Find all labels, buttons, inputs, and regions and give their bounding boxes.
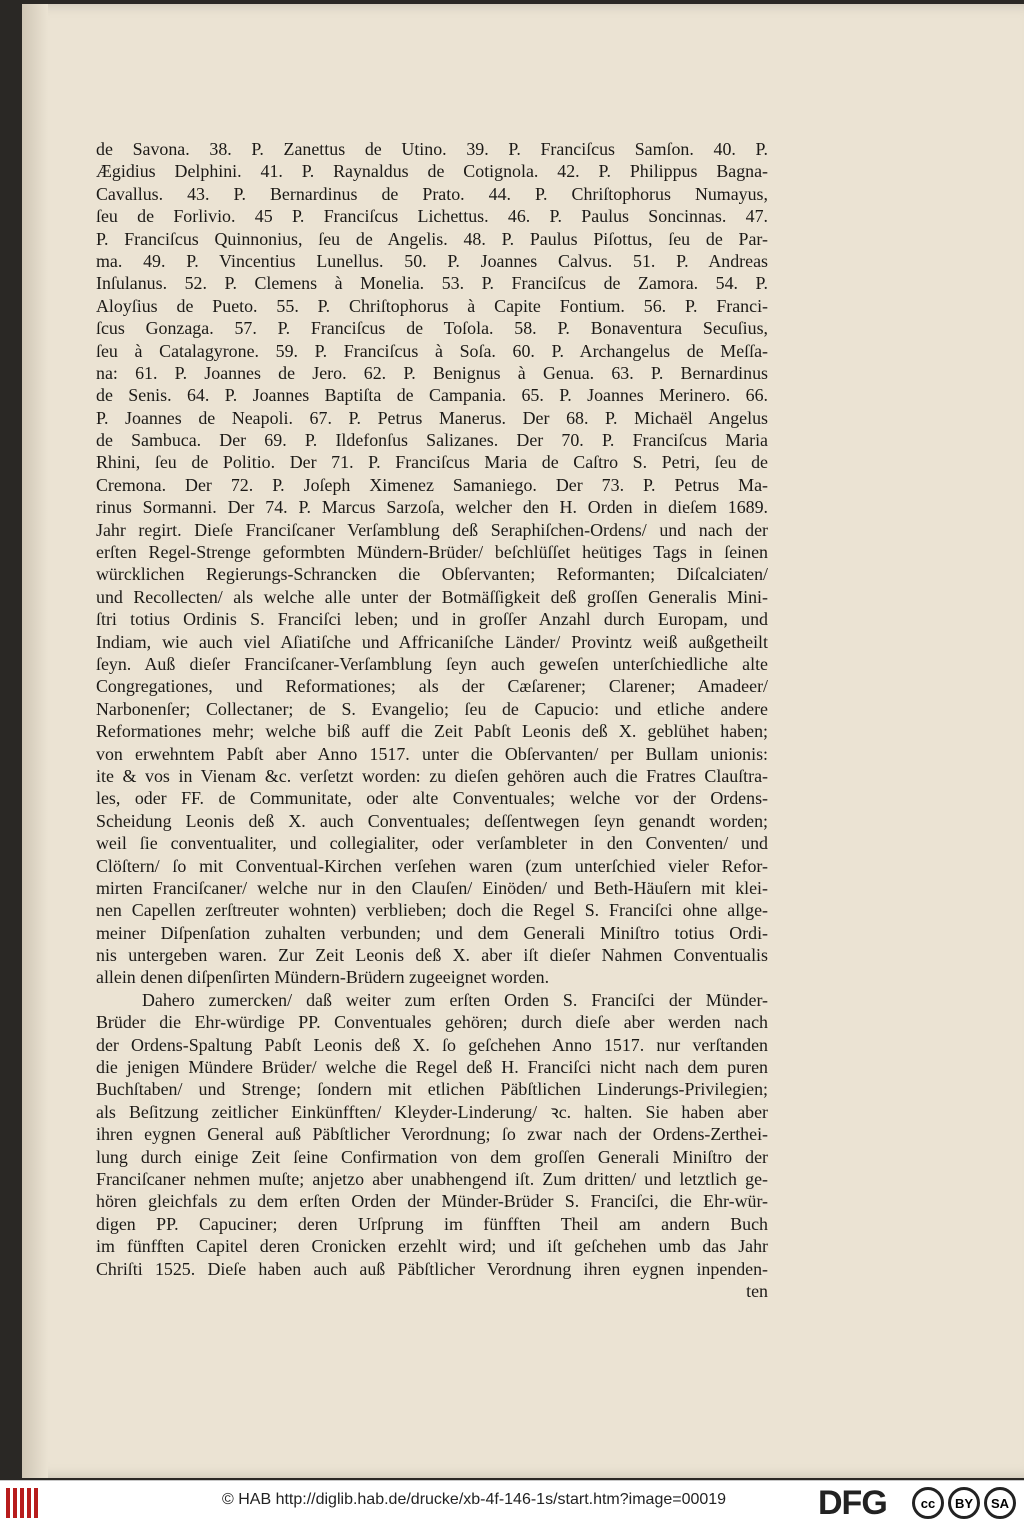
- text-line: nen Capellen zerſtreuter wohnten) verblieben; doch die Regel S. Franciſci ohne allge-: [96, 900, 768, 921]
- text-line: ſtri totius Ordinis S. Franciſci leben; und in groſſer Anzahl durch Europam, und: [96, 609, 768, 630]
- text-line: ſcus Gonzaga. 57. P. Franciſcus de Toſola. 58. P. Bonaventura Secuſius,: [96, 318, 768, 339]
- text-line: Brüder die Ehr-würdige PP. Conventuales gehören; durch dieſe aber werden nach: [96, 1012, 768, 1033]
- text-line: Scheidung Leonis deß X. auch Conventuales; deſſentwegen ſeyn genandt worden;: [96, 810, 768, 831]
- text-line: Dahero zumercken/ daß weiter zum erſten Orden S. Franciſci der Münder-: [142, 989, 768, 1010]
- text-line: Rhini, ſeu de Politio. Der 71. P. Franciſcus Maria de Caſtro S. Petri, ſeu de: [96, 452, 768, 473]
- cc-license-icon[interactable]: [912, 1485, 1020, 1521]
- text-line: von erwehntem Pabſt aber Anno 1517. unter die Obſervanten/ per Bullam unionis:: [96, 743, 768, 764]
- text-line: digen PP. Capuciner; deren Urſprung im fünfften Theil am andern Buch: [96, 1213, 768, 1234]
- viewer-footer: [0, 1480, 1024, 1524]
- copyright-url[interactable]: © HAB http://diglib.hab.de/drucke/xb-4f-146-1s/start.htm?image=00019: [222, 1491, 727, 1508]
- text-line: Franciſcaner nehmen muſte; anjetzo aber unabhengend iſt. Zum dritten/ und letztlich ge-: [96, 1168, 768, 1189]
- text-line: ſeu à Catalagyrone. 59. P. Franciſcus à Soſa. 60. P. Archangelus de Meſſa-: [96, 340, 768, 361]
- text-line: lung durch einige Zeit ſeine Confirmation von dem groſſen Generali Miniſtro der: [96, 1146, 768, 1167]
- text-line: Indiam, wie auch viel Aſiatiſche und Affricaniſche Länder/ Provintz weiß außgetheilt: [96, 631, 768, 652]
- text-line: hören gleichfals zu dem erſten Orden der Münder-Brüder S. Franciſci, die Ehr-wür-: [96, 1191, 768, 1212]
- text-line: und Recollecten/ als welche alle unter der Botmäſſigkeit deß groſſen Generalis Mini-: [96, 586, 768, 607]
- text-line: nis untergeben waren. Zur Zeit Leonis deß X. aber iſt dieſer Nahmen Conventualis: [96, 945, 768, 966]
- text-line: Cremona. Der 72. P. Joſeph Ximenez Samaniego. Der 73. P. Petrus Ma-: [96, 474, 768, 495]
- dfg-logo: DFG: [818, 1484, 887, 1522]
- hab-logo-icon: [6, 1488, 40, 1518]
- text-line: Narbonenſer; Collectaner; de S. Evangelio; ſeu de Capucio: und etliche andere: [96, 698, 768, 719]
- text-line: meiner Diſpenſation zuhalten verbunden; und dem Generali Miniſtro totius Ordi-: [96, 922, 768, 943]
- text-line: Jahr regirt. Dieſe Franciſcaner Verſamblung deß Seraphiſchen-Ordens/ und nach der: [96, 519, 768, 540]
- text-line: P. Joannes de Neapoli. 67. P. Petrus Manerus. Der 68. P. Michaël Angelus: [96, 407, 768, 428]
- text-line: na: 61. P. Joannes de Jero. 62. P. Benignus à Genua. 63. P. Bernardinus: [96, 362, 768, 383]
- text-line: de Sambuca. Der 69. P. Ildefonſus Salizanes. Der 70. P. Franciſcus Maria: [96, 430, 768, 451]
- text-line: ſeyn. Auß dieſer Franciſcaner-Verſamblung ſeyn auch geweſen unterſchiedliche alte: [96, 653, 768, 674]
- text-line: les, oder FF. de Communitate, oder alte Conventuales; welche vor der Ordens-: [96, 788, 768, 809]
- text-line: mirten Franciſcaner/ welche nur in den Clauſen/ Einöden/ und Beth-Häuſern mit klei-: [96, 877, 768, 898]
- text-line: Ægidius Delphini. 41. P. Raynaldus de Cotignola. 42. P. Philippus Bagna-: [96, 161, 768, 182]
- text-line: erſten Regel-Strenge geformbten Mündern-Brüder/ beſchlüſſet heütiges Tags in ſeinen: [96, 542, 768, 563]
- text-line: rinus Sormanni. Der 74. P. Marcus Sarzoſa, welcher den H. Orden in dieſem 1689.: [96, 497, 768, 518]
- text-line: ſeu de Forlivio. 45 P. Franciſcus Lichettus. 46. P. Paulus Soncinnas. 47.: [96, 206, 768, 227]
- text-line: Reformationes mehr; welche biß auff die Zeit Pabſt Leonis deß X. geblühet haben;: [96, 721, 768, 742]
- page-gutter-shadow: [22, 4, 48, 1478]
- text-line: de Savona. 38. P. Zanettus de Utino. 39. P. Franciſcus Samſon. 40. P.: [96, 139, 768, 159]
- text-line: ten: [746, 1280, 768, 1301]
- text-line: Chriſti 1525. Dieſe haben auch auß Päbſtlicher Verordnung ihren eygnen inpenden-: [96, 1258, 768, 1279]
- text-line: Cavallus. 43. P. Bernardinus de Prato. 44. P. Chriſtophorus Numayus,: [96, 183, 768, 204]
- page-text-block: [96, 138, 768, 1302]
- text-line: ihren eygnen General auß Päbſtlicher Verordnung; ſo zwar nach der Ordens-Zerthei-: [96, 1124, 768, 1145]
- cc-circle-icon: cc: [912, 1487, 944, 1519]
- text-line: als Beſitzung zeitlicher Einkünfften/ Kleyder-Linderung/ ꝛc. halten. Sie haben aber: [96, 1101, 768, 1122]
- cc-sa-icon: SA: [984, 1487, 1016, 1519]
- text-line: de Senis. 64. P. Joannes Baptiſta de Campania. 65. P. Joannes Merinero. 66.: [96, 385, 768, 406]
- text-line: Inſulanus. 52. P. Clemens à Monelia. 53. P. Franciſcus de Zamora. 54. P.: [96, 273, 768, 294]
- text-line: allein denen diſpenſirten Mündern-Brüdern zugeeignet worden.: [96, 967, 550, 988]
- text-line: ma. 49. P. Vincentius Lunellus. 50. P. Joannes Calvus. 51. P. Andreas: [96, 250, 768, 271]
- text-line: der Ordens-Spaltung Pabſt Leonis deß X. ſo geſchehen Anno 1517. nur verſtanden: [96, 1034, 768, 1055]
- text-line: ite & vos in Vienam &c. verſetzt worden: zu dieſen gehören auch die Fratres Clauſtra-: [96, 765, 768, 786]
- text-line: Aloyſius de Pueto. 55. P. Chriſtophorus à Capite Fontium. 56. P. Franci-: [96, 295, 768, 316]
- text-line: Congregationes, und Reformationes; als der Cæſarener; Clarener; Amadeer/: [96, 676, 768, 697]
- text-line: Buchſtaben/ und Strenge; ſondern mit etlichen Päbſtlichen Linderungs-Privilegien;: [96, 1079, 768, 1100]
- text-line: Clöſtern/ ſo mit Conventual-Kirchen verſehen waren (zum unterſchied vieler Refor-: [96, 855, 768, 876]
- cc-by-icon: BY: [948, 1487, 980, 1519]
- text-line: weil ſie conventualiter, und collegialiter, oder verſambleter in den Conventen/ und: [96, 833, 768, 854]
- text-line: die jenigen Mündere Brüder/ welche die Regel deß H. Franciſci nicht nach dem puren: [96, 1057, 768, 1078]
- text-line: im fünfften Capitel deren Cronicken erzehlt wird; und iſt geſchehen umb das Jahr: [96, 1236, 768, 1257]
- text-line: würcklichen Regierungs-Schrancken die Obſervanten; Reformanten; Diſcalciaten/: [96, 564, 768, 585]
- text-line: P. Franciſcus Quinnonius, ſeu de Angelis. 48. P. Paulus Piſottus, ſeu de Par-: [96, 228, 768, 249]
